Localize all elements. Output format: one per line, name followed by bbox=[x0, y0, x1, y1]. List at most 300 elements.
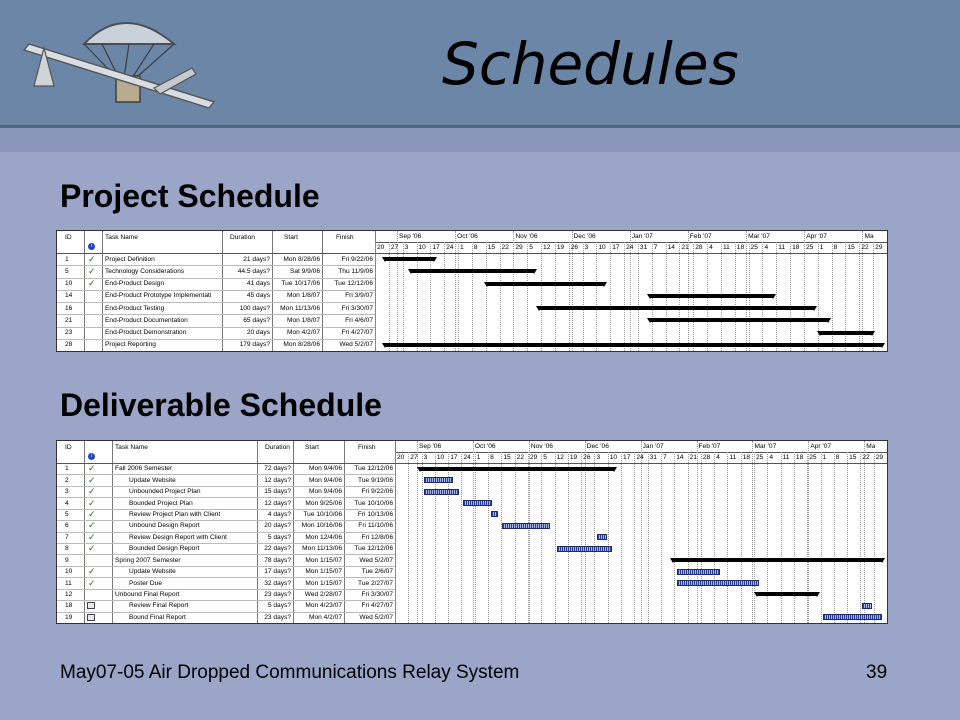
month-label: Mar '07 bbox=[754, 443, 777, 450]
column-header-start: Start bbox=[284, 234, 298, 241]
week-gridline bbox=[500, 242, 501, 351]
task-name: Poster Due bbox=[129, 579, 162, 587]
month-label: Sep '06 bbox=[399, 233, 422, 240]
week-gridline bbox=[874, 452, 875, 623]
week-gridline bbox=[475, 452, 476, 623]
task-name: Unbounded Project Plan bbox=[129, 488, 201, 496]
task-duration: 23 days? bbox=[264, 590, 291, 598]
week-label: 24 bbox=[626, 244, 634, 251]
week-gridline bbox=[674, 452, 675, 623]
week-gridline bbox=[776, 242, 777, 351]
task-start: Mon 1/8/07 bbox=[287, 316, 320, 324]
task-finish: Tue 2/6/07 bbox=[361, 568, 393, 576]
week-gridline bbox=[541, 452, 542, 623]
week-gridline bbox=[458, 242, 459, 351]
task-start: Mon 8/28/06 bbox=[283, 255, 320, 263]
week-label: 3 bbox=[596, 454, 601, 461]
week-label: 21 bbox=[689, 454, 697, 461]
week-gridline bbox=[860, 452, 861, 623]
month-label: Mar '07 bbox=[748, 233, 770, 240]
week-gridline bbox=[845, 242, 846, 351]
column-header-finish: Finish bbox=[336, 234, 354, 241]
week-gridline bbox=[834, 452, 835, 623]
month-label: Jan '07 bbox=[642, 443, 664, 450]
task-bar bbox=[424, 489, 459, 495]
task-id: 10 bbox=[65, 568, 73, 576]
task-id: 7 bbox=[65, 533, 69, 541]
week-label: 19 bbox=[569, 454, 578, 461]
month-separator bbox=[697, 441, 698, 623]
week-gridline bbox=[501, 452, 502, 623]
task-id: 12 bbox=[65, 590, 73, 598]
month-label: Dec '06 bbox=[586, 443, 609, 450]
week-gridline bbox=[528, 452, 529, 623]
month-label: Apr '07 bbox=[810, 443, 832, 450]
task-finish: Fri 3/30/07 bbox=[341, 304, 373, 312]
week-label: 22 bbox=[862, 454, 870, 461]
week-gridline bbox=[596, 242, 597, 351]
task-name: Fall 2006 Semester bbox=[115, 465, 173, 473]
task-bar bbox=[463, 500, 493, 506]
task-start: Mon 9/4/06 bbox=[309, 476, 342, 484]
week-label: 17 bbox=[450, 454, 458, 461]
task-start: Mon 11/13/06 bbox=[280, 304, 320, 312]
task-finish: Tue 9/19/06 bbox=[358, 476, 393, 484]
task-bar bbox=[502, 523, 550, 529]
column-separator bbox=[322, 231, 323, 351]
task-bar bbox=[677, 580, 759, 586]
project-schedule-heading: Project Schedule bbox=[60, 178, 320, 214]
task-finish: Tue 12/12/06 bbox=[354, 545, 393, 553]
task-id: 9 bbox=[65, 556, 69, 564]
task-name: End-Product Testing bbox=[105, 304, 165, 312]
week-gridline bbox=[701, 452, 702, 623]
week-label: 1 bbox=[460, 244, 464, 251]
summary-bar bbox=[385, 343, 882, 347]
week-gridline bbox=[527, 242, 528, 351]
week-label: 19 bbox=[556, 244, 565, 251]
task-bar bbox=[823, 614, 882, 620]
week-label: 3 bbox=[423, 454, 428, 461]
week-gridline bbox=[568, 452, 569, 623]
task-start: Mon 1/8/07 bbox=[287, 292, 320, 300]
week-label: 1 bbox=[819, 244, 824, 251]
column-separator bbox=[84, 231, 85, 351]
week-label: 28 bbox=[695, 244, 703, 251]
week-gridline bbox=[461, 452, 462, 623]
task-start: Mon 9/4/06 bbox=[309, 465, 342, 473]
task-finish: Fri 3/9/07 bbox=[345, 292, 373, 300]
week-gridline bbox=[767, 452, 768, 623]
week-gridline bbox=[555, 242, 556, 351]
task-duration: 23 days? bbox=[264, 613, 291, 621]
task-duration: 12 days? bbox=[264, 499, 291, 507]
task-id: 5 bbox=[65, 510, 69, 518]
task-duration: 12 days? bbox=[264, 476, 291, 484]
task-name: Project Reporting bbox=[105, 341, 156, 349]
task-bar bbox=[491, 511, 498, 517]
task-start: Tue 10/17/06 bbox=[281, 280, 320, 288]
calendar-icon bbox=[87, 614, 95, 621]
task-name: Bounded Design Report bbox=[129, 545, 200, 553]
week-gridline bbox=[794, 452, 795, 623]
week-gridline bbox=[395, 452, 396, 623]
task-id: 28 bbox=[65, 341, 73, 349]
week-gridline bbox=[624, 242, 625, 351]
week-label: 10 bbox=[598, 244, 606, 251]
week-label: 15 bbox=[849, 454, 857, 461]
week-gridline bbox=[513, 242, 514, 351]
task-duration: 45 days bbox=[246, 292, 270, 300]
task-name: Unbound Design Report bbox=[129, 522, 200, 530]
summary-bar bbox=[539, 306, 814, 310]
week-gridline bbox=[594, 452, 595, 623]
task-id: 23 bbox=[65, 329, 73, 337]
task-id: 1 bbox=[65, 465, 69, 473]
task-name: Technology Considerations bbox=[105, 267, 185, 275]
week-label: 18 bbox=[795, 454, 804, 461]
task-id: 16 bbox=[65, 304, 73, 312]
task-name: Review Project Plan with Client bbox=[129, 510, 221, 518]
week-label: 24 bbox=[446, 244, 454, 251]
week-label: 11 bbox=[722, 244, 730, 251]
week-gridline bbox=[555, 452, 556, 623]
slide-header bbox=[0, 0, 960, 128]
task-finish: Fri 11/10/06 bbox=[358, 522, 393, 530]
slide-title: Schedules bbox=[442, 30, 739, 98]
task-start: Mon 1/15/07 bbox=[305, 568, 342, 576]
month-label: Jan '07 bbox=[631, 233, 653, 240]
month-label: Apr '07 bbox=[806, 233, 827, 240]
task-finish: Tue 2/27/07 bbox=[358, 579, 393, 587]
week-label: 7 bbox=[662, 454, 667, 461]
task-start: Mon 8/28/06 bbox=[283, 341, 320, 349]
column-header-duration: Duration bbox=[230, 234, 255, 241]
task-id: 5 bbox=[65, 267, 69, 275]
week-gridline bbox=[847, 452, 848, 623]
info-icon: i bbox=[88, 453, 95, 460]
week-gridline bbox=[608, 452, 609, 623]
week-label: 25 bbox=[750, 244, 758, 251]
task-duration: 41 days bbox=[246, 280, 270, 288]
task-finish: Fri 4/27/07 bbox=[341, 329, 373, 337]
checkmark-icon: ✓ bbox=[88, 531, 96, 542]
task-duration: 22 days? bbox=[264, 545, 291, 553]
week-label: 1 bbox=[476, 454, 481, 461]
checkmark-icon: ✓ bbox=[88, 486, 96, 497]
task-start: Mon 4/2/07 bbox=[309, 613, 342, 621]
checkmark-icon: ✓ bbox=[88, 497, 96, 508]
task-name: Bound Final Report bbox=[129, 613, 186, 621]
week-gridline bbox=[832, 242, 833, 351]
week-gridline bbox=[727, 452, 728, 623]
week-label: 11 bbox=[778, 244, 786, 251]
task-id: 14 bbox=[65, 292, 73, 300]
summary-bar bbox=[420, 467, 614, 471]
checkmark-icon: ✓ bbox=[88, 265, 96, 276]
week-label: 14 bbox=[676, 454, 684, 461]
week-gridline bbox=[859, 242, 860, 351]
week-gridline bbox=[583, 242, 584, 351]
task-start: Sat 9/9/06 bbox=[289, 267, 320, 275]
week-label: 3 bbox=[584, 244, 589, 251]
task-finish: Thu 11/9/06 bbox=[338, 267, 373, 275]
week-label: 24 bbox=[636, 454, 644, 461]
task-id: 11 bbox=[65, 579, 72, 587]
task-finish: Fri 4/27/07 bbox=[361, 602, 393, 610]
task-duration: 32 days? bbox=[264, 579, 291, 587]
task-bar bbox=[424, 477, 454, 483]
week-label: 17 bbox=[612, 244, 620, 251]
task-finish: Fri 9/22/06 bbox=[341, 255, 373, 263]
task-duration: 179 days? bbox=[239, 341, 270, 349]
week-label: 18 bbox=[736, 244, 745, 251]
task-name: Project Definition bbox=[105, 255, 155, 263]
summary-bar bbox=[673, 558, 882, 562]
task-start: Mon 4/2/07 bbox=[287, 329, 320, 337]
column-header-finish: Finish bbox=[358, 444, 376, 451]
task-name: Bounded Project Plan bbox=[129, 499, 193, 507]
week-label: 31 bbox=[649, 454, 657, 461]
task-id: 18 bbox=[65, 602, 73, 610]
week-label: 18 bbox=[792, 244, 800, 251]
summary-bar bbox=[650, 294, 773, 298]
week-label: 11 bbox=[782, 454, 790, 461]
week-gridline bbox=[634, 452, 635, 623]
week-gridline bbox=[375, 242, 376, 351]
task-start: Mon 11/13/06 bbox=[302, 545, 342, 553]
task-id: 1 bbox=[65, 255, 69, 263]
checkmark-icon: ✓ bbox=[88, 508, 96, 519]
task-duration: 78 days? bbox=[264, 556, 291, 564]
week-label: 26 bbox=[570, 244, 579, 251]
month-separator bbox=[864, 441, 865, 623]
task-name: Update Website bbox=[129, 476, 176, 484]
week-gridline bbox=[648, 452, 649, 623]
task-start: Mon 10/16/06 bbox=[301, 522, 342, 530]
week-label: 28 bbox=[702, 454, 711, 461]
task-finish: Tue 12/12/06 bbox=[334, 280, 373, 288]
column-header-id: ID bbox=[65, 444, 72, 451]
week-gridline bbox=[807, 452, 808, 623]
task-duration: 20 days? bbox=[264, 522, 291, 530]
week-label: 29 bbox=[875, 454, 884, 461]
summary-bar bbox=[757, 592, 818, 596]
week-label: 1 bbox=[822, 454, 827, 461]
week-label: 12 bbox=[556, 454, 564, 461]
task-start: Mon 9/4/06 bbox=[309, 488, 342, 496]
week-label: 12 bbox=[543, 244, 551, 251]
week-label: 20 bbox=[377, 244, 385, 251]
week-label: 10 bbox=[418, 244, 426, 251]
week-gridline bbox=[541, 242, 542, 351]
task-finish: Fri 9/22/06 bbox=[361, 488, 393, 496]
week-label: 4 bbox=[709, 244, 713, 251]
checkmark-icon: ✓ bbox=[88, 463, 96, 474]
column-separator bbox=[222, 231, 223, 351]
week-label: 11 bbox=[729, 454, 737, 461]
task-id: 19 bbox=[65, 613, 73, 621]
month-label: Oct '06 bbox=[474, 443, 496, 450]
week-gridline bbox=[621, 452, 622, 623]
task-name: Review Final Report bbox=[129, 602, 189, 610]
month-label: Nov '06 bbox=[515, 233, 538, 240]
week-gridline bbox=[581, 452, 582, 623]
checkmark-icon: ✓ bbox=[88, 278, 96, 289]
task-finish: Wed 5/2/07 bbox=[359, 613, 393, 621]
task-id: 2 bbox=[65, 476, 69, 484]
task-name: End-Product Prototype Implementati bbox=[105, 292, 212, 300]
task-name: End-Product Demonstration bbox=[105, 329, 187, 337]
page-number: 39 bbox=[866, 662, 888, 683]
week-label: 5 bbox=[529, 244, 533, 251]
week-label: 26 bbox=[583, 454, 591, 461]
week-label: 22 bbox=[861, 244, 869, 251]
week-label: 29 bbox=[875, 244, 883, 251]
week-label: 14 bbox=[667, 244, 675, 251]
week-label: 29 bbox=[529, 454, 538, 461]
week-gridline bbox=[408, 452, 409, 623]
month-label: Dec '06 bbox=[573, 233, 596, 240]
checkmark-icon: ✓ bbox=[88, 543, 96, 554]
week-gridline bbox=[741, 452, 742, 623]
week-label: 10 bbox=[609, 454, 618, 461]
week-label: 8 bbox=[833, 244, 838, 251]
task-start: Tue 10/10/06 bbox=[303, 510, 342, 518]
summary-bar bbox=[487, 282, 604, 286]
month-label: Sep '06 bbox=[419, 443, 442, 450]
month-label: Feb '07 bbox=[689, 233, 712, 240]
task-id: 4 bbox=[65, 499, 69, 507]
week-gridline bbox=[714, 452, 715, 623]
checkmark-icon: ✓ bbox=[88, 577, 96, 588]
month-separator bbox=[641, 441, 642, 623]
task-start: Mon 9/25/06 bbox=[305, 499, 342, 507]
checkmark-icon: ✓ bbox=[88, 253, 96, 264]
task-duration: 21 days? bbox=[243, 255, 270, 263]
week-label: 17 bbox=[623, 454, 631, 461]
task-duration: 72 days? bbox=[264, 465, 291, 473]
column-separator bbox=[102, 231, 103, 351]
task-duration: 15 days? bbox=[264, 488, 291, 496]
month-label: Ma bbox=[866, 443, 876, 450]
task-start: Mon 1/15/07 bbox=[305, 579, 342, 587]
task-id: 8 bbox=[65, 545, 69, 553]
week-gridline bbox=[472, 242, 473, 351]
week-label: 18 bbox=[742, 454, 751, 461]
column-header-task: Task Name bbox=[115, 444, 148, 451]
task-name: End-Product Documentation bbox=[105, 316, 188, 324]
project-schedule-gantt bbox=[56, 230, 888, 352]
week-label: 24 bbox=[463, 454, 471, 461]
week-label: 7 bbox=[653, 244, 658, 251]
task-bar bbox=[597, 534, 607, 540]
task-id: 6 bbox=[65, 522, 69, 530]
week-label: 15 bbox=[503, 454, 511, 461]
parachute-drone-logo bbox=[14, 4, 244, 120]
week-gridline bbox=[515, 452, 516, 623]
month-label: Oct '06 bbox=[457, 233, 478, 240]
task-duration: 4 days? bbox=[267, 510, 291, 518]
task-start: Mon 12/4/06 bbox=[305, 533, 342, 541]
task-name: Update Website bbox=[129, 568, 176, 576]
task-finish: Wed 5/2/07 bbox=[359, 556, 393, 564]
column-header-duration: Duration bbox=[265, 444, 290, 451]
task-duration: 100 days? bbox=[239, 304, 270, 312]
task-finish: Fri 4/6/07 bbox=[345, 316, 373, 324]
calendar-icon bbox=[87, 602, 95, 609]
week-label: 25 bbox=[809, 454, 817, 461]
week-label: 25 bbox=[756, 454, 764, 461]
week-gridline bbox=[781, 452, 782, 623]
task-duration: 5 days? bbox=[267, 533, 291, 541]
task-duration: 5 days? bbox=[267, 602, 291, 610]
footer-text: May07-05 Air Dropped Communications Relay System bbox=[60, 662, 520, 683]
task-duration: 44.5 days? bbox=[237, 267, 270, 275]
week-label: 17 bbox=[432, 244, 440, 251]
week-label: 22 bbox=[501, 244, 509, 251]
summary-bar bbox=[411, 269, 534, 273]
week-gridline bbox=[569, 242, 570, 351]
task-name: Review Design Report with Client bbox=[129, 533, 227, 541]
week-label: 3 bbox=[404, 244, 409, 251]
week-label: 29 bbox=[515, 244, 523, 251]
week-gridline bbox=[422, 452, 423, 623]
week-label: 25 bbox=[805, 244, 814, 251]
column-header-task: Task Name bbox=[105, 234, 138, 241]
week-label: 20 bbox=[397, 454, 405, 461]
week-label: 5 bbox=[543, 454, 547, 461]
task-id: 21 bbox=[65, 316, 73, 324]
column-header-start: Start bbox=[305, 444, 319, 451]
week-label: 8 bbox=[835, 454, 840, 461]
deliverable-schedule-gantt bbox=[56, 440, 888, 624]
week-gridline bbox=[688, 452, 689, 623]
column-header-id: ID bbox=[65, 234, 72, 241]
checkmark-icon: ✓ bbox=[88, 520, 96, 531]
week-label: 22 bbox=[516, 454, 525, 461]
week-gridline bbox=[488, 452, 489, 623]
task-finish: Wed 5/2/07 bbox=[339, 341, 373, 349]
week-gridline bbox=[790, 242, 791, 351]
task-finish: Fri 10/13/06 bbox=[357, 510, 393, 518]
summary-bar bbox=[820, 331, 871, 335]
task-id: 10 bbox=[65, 280, 73, 288]
week-gridline bbox=[804, 242, 805, 351]
week-label: 10 bbox=[436, 454, 445, 461]
task-start: Wed 2/28/07 bbox=[304, 590, 342, 598]
header-divider bbox=[0, 128, 960, 152]
week-gridline bbox=[610, 242, 611, 351]
task-finish: Fri 3/30/07 bbox=[361, 590, 393, 598]
week-gridline bbox=[821, 452, 822, 623]
month-label: Feb '07 bbox=[698, 443, 721, 450]
task-bar bbox=[677, 569, 720, 575]
week-label: 15 bbox=[487, 244, 496, 251]
checkmark-icon: ✓ bbox=[88, 474, 96, 485]
week-gridline bbox=[661, 452, 662, 623]
week-label: 21 bbox=[681, 244, 689, 251]
week-label: 4 bbox=[716, 454, 720, 461]
task-finish: Fri 12/8/06 bbox=[361, 533, 393, 541]
week-label: 8 bbox=[473, 244, 478, 251]
task-finish: Tue 10/10/06 bbox=[354, 499, 393, 507]
task-start: Mon 4/23/07 bbox=[305, 602, 342, 610]
week-gridline bbox=[486, 242, 487, 351]
task-name: Unbound Final Report bbox=[115, 590, 180, 598]
week-label: 4 bbox=[764, 244, 769, 251]
week-label: 31 bbox=[639, 244, 648, 251]
